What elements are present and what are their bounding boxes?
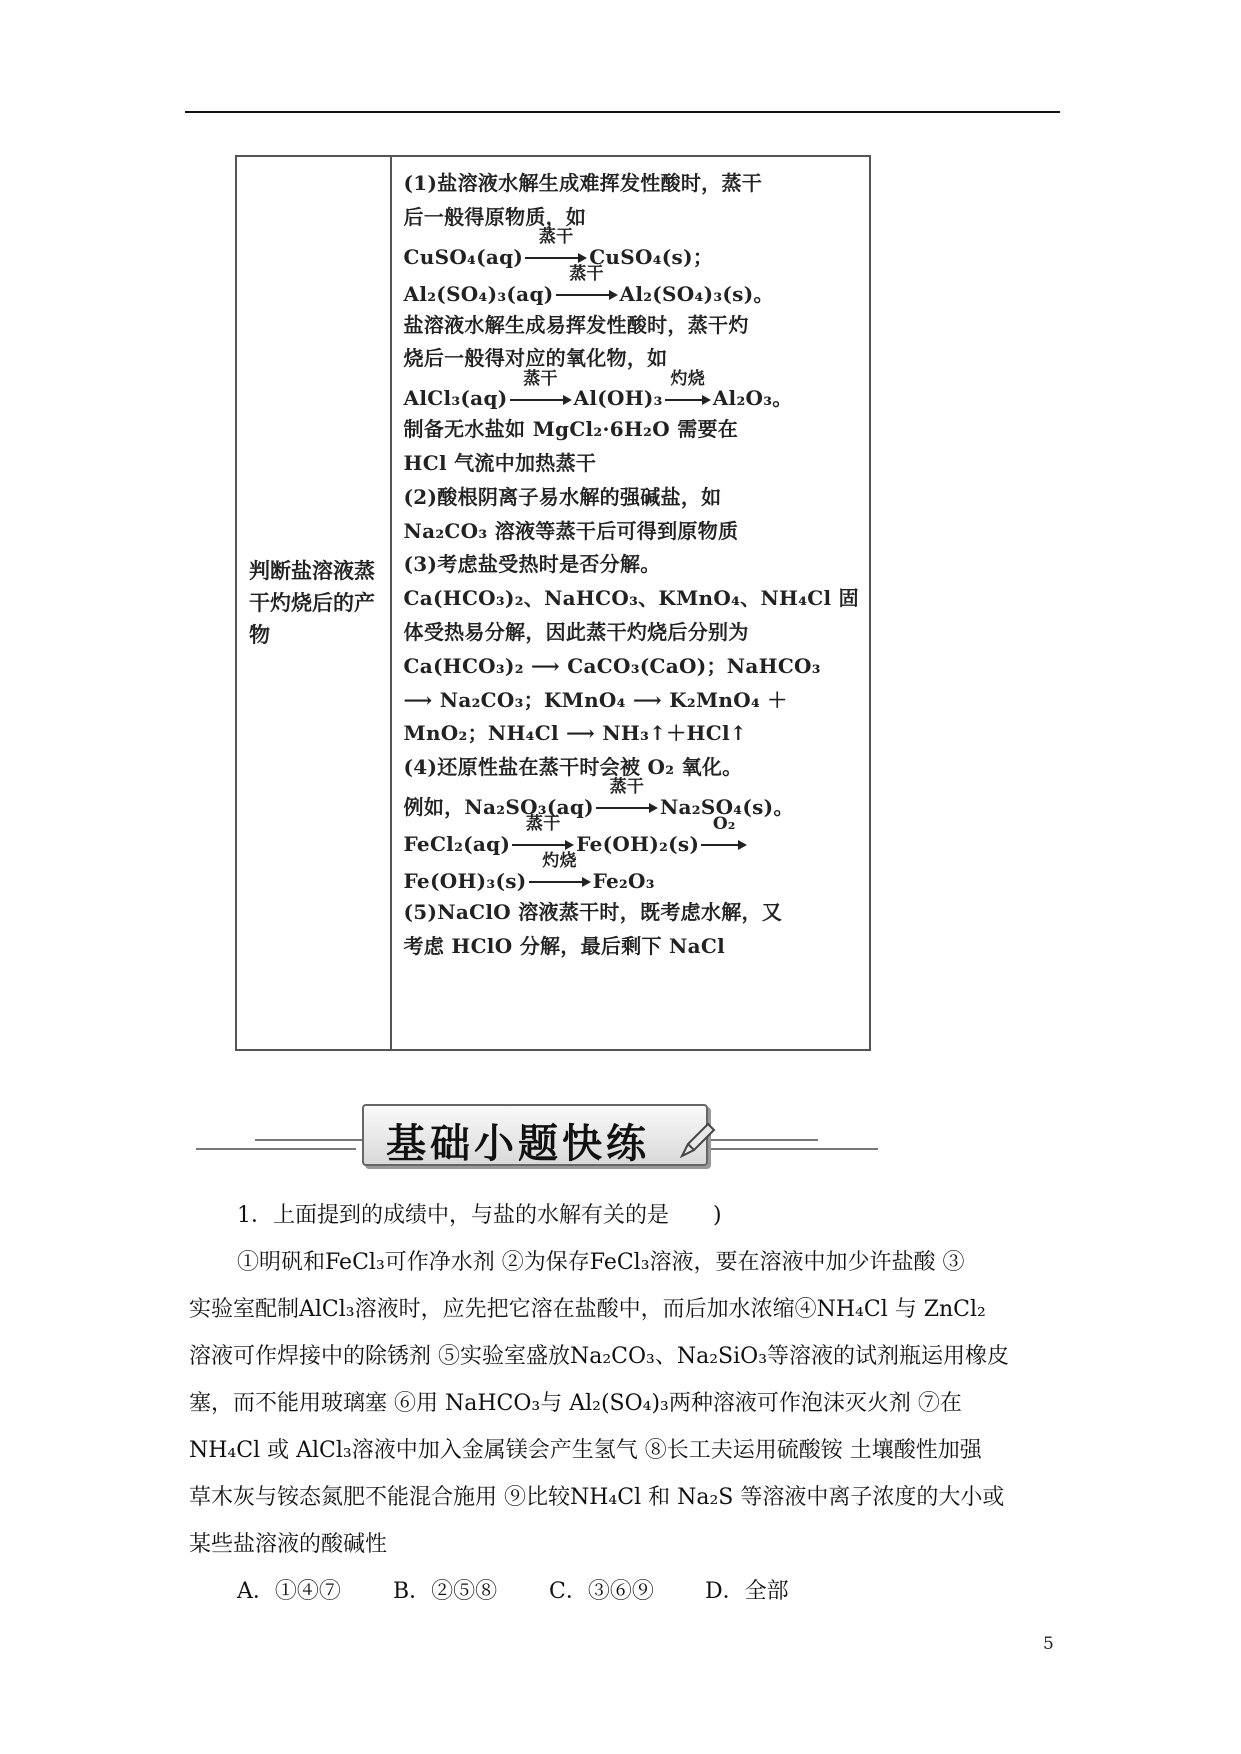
reaction-arrow <box>596 777 658 814</box>
table-line: (1)盐溶液水解生成难挥发性酸时，蒸干 <box>403 171 763 195</box>
reaction-arrow <box>529 851 591 888</box>
question-line: 塞，而不能用玻璃塞 ⑥用 NaHCO₃与 Al₂(SO₄)₃两种溶液可作泡沫灭火剂 ⑦在 <box>189 1391 962 1416</box>
reaction-arrow <box>556 264 618 301</box>
table-line: MnO₂；NH₄Cl ⟶ NH₃↑＋HCl↑ <box>403 721 747 746</box>
question-line: NH₄Cl 或 AlCl₃溶液中加入金属镁会产生氢气 ⑧长工夫运用硫酸铵 土壤酸性加强 <box>189 1438 982 1463</box>
arrow-shaft <box>529 881 583 883</box>
reaction-arrow <box>701 814 747 851</box>
arrow-condition: 蒸干 <box>609 777 645 798</box>
option-a[interactable]: A．①④⑦ <box>237 1579 341 1604</box>
arrow-condition: 蒸干 <box>569 264 604 285</box>
arrow-condition: 灼烧 <box>670 368 706 389</box>
reactant: FeCl₂(aq) <box>403 831 511 856</box>
table-line: HCl 气流中加热蒸干 <box>403 450 597 475</box>
table-line: 体受热易分解，因此蒸干灼烧后分别为 <box>403 619 749 644</box>
product: Al₂O₃。 <box>712 386 793 411</box>
pencil-icon <box>678 1120 718 1160</box>
question-line: 溶液可作焊接中的除锈剂 ⑤实验室盛放Na₂CO₃、Na₂SiO₃等溶液的试剂瓶运用橡皮 <box>189 1344 1010 1369</box>
arrowhead-icon <box>609 290 618 300</box>
arrowhead-icon <box>565 840 574 850</box>
header-rule <box>185 111 1060 113</box>
arrow-condition: O₂ <box>712 814 736 835</box>
question-line: ①明矾和FeCl₃可作净水剂 ②为保存FeCl₃溶液，要在溶液中加少许盐酸 ③ <box>237 1250 965 1275</box>
product: Al(OH)₃ <box>573 386 663 411</box>
product: Fe₂O₃ <box>592 868 655 893</box>
table-line: (3)考虑盐受热时是否分解。 <box>403 552 661 577</box>
table-line: (2)酸根阴离子易水解的强碱盐，如 <box>403 484 722 509</box>
arrow-shaft <box>596 807 650 809</box>
summary-table <box>235 155 871 1051</box>
table-left-header: 判断盐溶液蒸干灼烧后的产物 <box>249 558 375 647</box>
arrowhead-icon <box>649 803 658 813</box>
answer-options <box>189 1568 1069 1615</box>
arrow-condition: 蒸干 <box>538 227 574 248</box>
arrowhead-icon <box>738 840 747 850</box>
option-b[interactable]: B．②⑤⑧ <box>393 1579 498 1604</box>
arrowhead-icon <box>578 253 587 263</box>
table-line: 制备无水盐如 MgCl₂·6H₂O 需要在 <box>403 417 739 442</box>
question-line: 实验室配制AlCl₃溶液时，应先把它溶在盐酸中，而后加水浓缩④NH₄Cl 与 ZnCl₂ <box>189 1297 986 1322</box>
table-line: ⟶ Na₂CO₃；KMnO₄ ⟶ K₂MnO₄ ＋ <box>403 687 788 712</box>
section-banner <box>362 1104 708 1166</box>
table-line <box>403 814 859 859</box>
table-line: (5)NaClO 溶液蒸干时，既考虑水解，又 <box>403 899 783 924</box>
table-line: Na₂CO₃ 溶液等蒸干后可得到原物质 <box>403 518 739 543</box>
reactant: Al₂(SO₄)₃(aq) <box>403 281 554 306</box>
reaction-arrow <box>512 814 574 851</box>
reactant: Fe(OH)₃(s) <box>403 868 527 893</box>
option-d[interactable]: D．全部 <box>705 1579 789 1604</box>
arrow-shaft <box>665 399 703 401</box>
question-line: 某些盐溶液的酸碱性 <box>189 1532 388 1557</box>
banner-rule-left-upper <box>255 1139 365 1141</box>
arrow-shaft <box>512 844 566 846</box>
question-stem: 1．上面提到的成绩中，与盐的水解有关的是 ) <box>237 1203 722 1228</box>
table-content-cell <box>392 157 869 1049</box>
reaction-arrow <box>665 368 711 406</box>
table-line: Ca(HCO₃)₂ ⟶ CaCO₃(CaO)；NaHCO₃ <box>403 653 821 678</box>
question-line: 草木灰与铵态氮肥不能混合施用 ⑨比较NH₄Cl 和 Na₂S 等溶液中离子浓度的大小或 <box>189 1485 1005 1510</box>
table-line <box>403 777 859 822</box>
banner-rule-right <box>708 1148 878 1150</box>
table-line <box>403 851 859 896</box>
table-line <box>403 227 859 272</box>
reaction-arrow <box>510 368 572 406</box>
arrow-shaft <box>510 399 564 401</box>
arrowhead-icon <box>563 395 572 405</box>
product: CuSO₄(s)； <box>589 244 714 269</box>
table-line: 后一般得原物质，如 <box>403 204 587 229</box>
page-number: 5 <box>1043 1634 1054 1654</box>
table-line: Ca(HCO₃)₂、NaHCO₃、KMnO₄、NH₄Cl 固 <box>403 586 859 611</box>
table-line: (4)还原性盐在蒸干时会被 O₂ 氧化。 <box>403 755 743 780</box>
product: Na₂SO₄(s)。 <box>659 794 794 819</box>
reactant: 例如，Na₂SO₃(aq) <box>403 794 594 819</box>
product: Fe(OH)₂(s) <box>576 831 700 856</box>
banner-rule-right-upper <box>708 1139 818 1141</box>
table-row-header <box>237 157 392 1049</box>
option-c[interactable]: C．③⑥⑨ <box>549 1579 654 1604</box>
table-line: 烧后一般得对应的氧化物，如 <box>403 346 668 371</box>
table-line <box>403 264 859 309</box>
arrow-condition: 蒸干 <box>523 368 558 389</box>
reactant: AlCl₃(aq) <box>403 386 508 411</box>
arrow-shaft <box>525 257 579 259</box>
table-line <box>403 368 859 413</box>
arrow-shaft <box>701 844 739 846</box>
arrow-shaft <box>556 294 610 296</box>
arrow-condition: 灼烧 <box>542 851 577 872</box>
section-title: 基础小题快练 <box>386 1121 650 1167</box>
question-1 <box>189 1192 1069 1615</box>
reactant: CuSO₄(aq) <box>403 244 524 269</box>
table-line: 考虑 HClO 分解，最后剩下 NaCl <box>403 933 726 958</box>
table-line: 盐溶液水解生成易挥发性酸时，蒸干灼 <box>403 312 749 337</box>
arrowhead-icon <box>702 395 711 405</box>
reaction-arrow <box>525 227 587 264</box>
arrowhead-icon <box>582 877 591 887</box>
product: Al₂(SO₄)₃(s)。 <box>619 281 774 306</box>
banner-rule-left <box>196 1148 356 1150</box>
arrow-condition: 蒸干 <box>525 814 561 835</box>
